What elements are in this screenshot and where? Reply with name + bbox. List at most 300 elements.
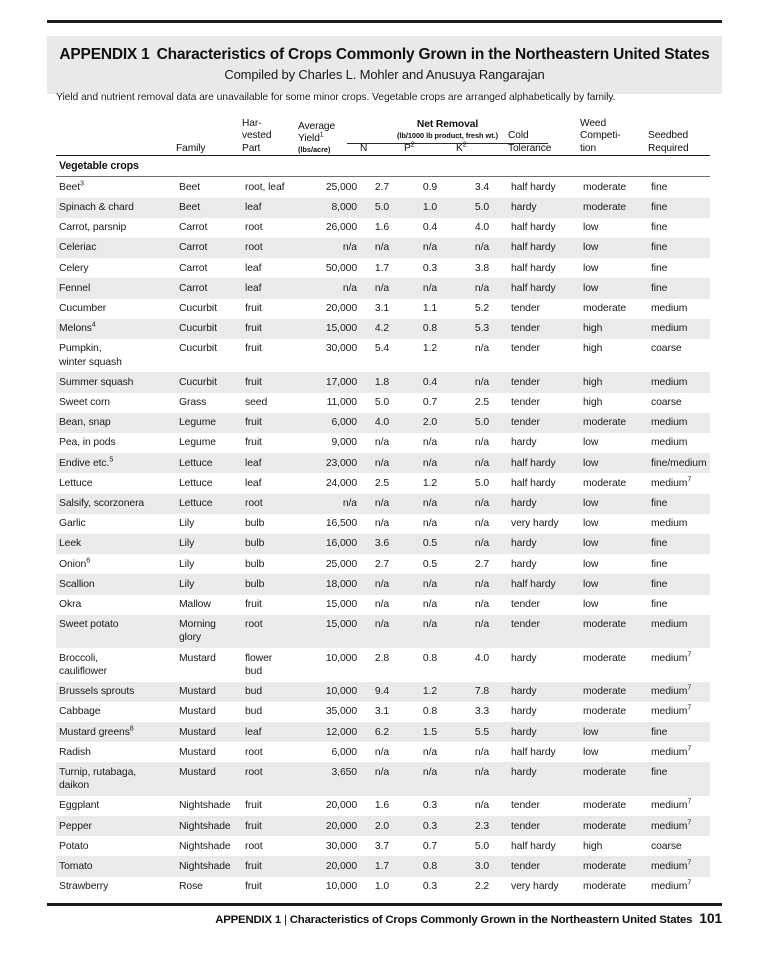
cell-seedbed-required: fine: [648, 554, 710, 574]
cell-weed-competition: high: [580, 836, 648, 856]
table-row: [56, 836, 710, 856]
cell-seedbed-required: fine: [648, 278, 710, 298]
cell-k: 5.0: [456, 836, 508, 856]
cell-k: n/a: [456, 433, 508, 453]
cell-crop: Mustard greens$^8$: [56, 722, 176, 742]
cell-harvested-part: leaf: [242, 258, 298, 278]
cell-average-yield: 15,000: [298, 615, 360, 648]
cell-average-yield: 10,000: [298, 682, 360, 702]
cell-k: 5.0: [456, 473, 508, 493]
average-yield-footnote-marker: 1: [319, 131, 324, 139]
cell-family: Beet: [176, 177, 242, 198]
cell-p: 0.8: [404, 648, 456, 681]
footnote-marker: 7: [687, 819, 692, 827]
cell-n: 1.6: [360, 218, 404, 238]
weed-line2: Competi-: [580, 130, 621, 142]
cell-n: 4.0: [360, 413, 404, 433]
cell-family: Mustard: [176, 702, 242, 722]
cell-harvested-part: fruit: [242, 796, 298, 816]
cell-k: 3.0: [456, 856, 508, 876]
page-footer: [47, 910, 722, 926]
cell-harvested-part: fruit: [242, 877, 298, 897]
cell-cold-tolerance: tender: [508, 615, 580, 648]
cell-k: 2.5: [456, 393, 508, 413]
cell-n: n/a: [360, 595, 404, 615]
cell-p: n/a: [404, 742, 456, 762]
cell-family: Nightshade: [176, 796, 242, 816]
col-header-p: [404, 118, 456, 155]
table-row: [56, 198, 710, 218]
intro-note: Yield and nutrient removal data are unavailable for some minor crops. Vegetable crops are arranged alphabetically by family.: [56, 92, 616, 103]
cell-harvested-part: fruit: [242, 816, 298, 836]
cell-cold-tolerance: hardy: [508, 722, 580, 742]
cell-n: n/a: [360, 278, 404, 298]
cell-weed-competition: low: [580, 278, 648, 298]
cell-p: n/a: [404, 762, 456, 795]
cell-weed-competition: low: [580, 258, 648, 278]
cell-cold-tolerance: half hardy: [508, 238, 580, 258]
cell-p: 0.4: [404, 372, 456, 392]
cell-crop: Bean, snap: [56, 413, 176, 433]
col-header-crop: [56, 118, 176, 155]
cell-seedbed-required: fine: [648, 494, 710, 514]
footnote-marker: 6: [86, 557, 91, 565]
cell-p: n/a: [404, 238, 456, 258]
cell-cold-tolerance: half hardy: [508, 473, 580, 493]
cell-seedbed-required: fine: [648, 218, 710, 238]
net-removal-title: Net Removal: [416, 119, 479, 130]
cell-family: Nightshade: [176, 816, 242, 836]
cell-average-yield: 23,000: [298, 453, 360, 473]
footnote-marker: 5: [109, 456, 114, 464]
cell-harvested-part: bud: [242, 702, 298, 722]
cell-weed-competition: moderate: [580, 177, 648, 198]
table-row: [56, 453, 710, 473]
cell-k: 5.2: [456, 299, 508, 319]
cell-family: Nightshade: [176, 836, 242, 856]
cell-k: n/a: [456, 372, 508, 392]
cell-crop: Eggplant: [56, 796, 176, 816]
cell-p: n/a: [404, 453, 456, 473]
cell-average-yield: 11,000: [298, 393, 360, 413]
cell-n: n/a: [360, 574, 404, 594]
cell-seedbed-required: fine: [648, 198, 710, 218]
table-row: [56, 554, 710, 574]
cell-family: Cucurbit: [176, 319, 242, 339]
table-row: [56, 433, 710, 453]
cell-harvested-part: flower bud: [242, 648, 298, 681]
cell-family: Lily: [176, 534, 242, 554]
cell-k: 2.7: [456, 554, 508, 574]
table-row: [56, 177, 710, 198]
cell-weed-competition: moderate: [580, 816, 648, 836]
cell-n: n/a: [360, 615, 404, 648]
cell-weed-competition: moderate: [580, 877, 648, 897]
top-rule: [47, 20, 722, 23]
cell-family: Beet: [176, 198, 242, 218]
cell-crop: Radish: [56, 742, 176, 762]
cell-family: Mallow: [176, 595, 242, 615]
cell-cold-tolerance: very hardy: [508, 514, 580, 534]
col-header-average-yield: [298, 118, 360, 155]
appendix-title-band: [47, 36, 722, 94]
cell-n: n/a: [360, 453, 404, 473]
harvested-part-line2: vested: [242, 130, 272, 142]
cell-weed-competition: low: [580, 514, 648, 534]
harvested-part-line3: Part: [242, 142, 261, 154]
cell-cold-tolerance: tender: [508, 856, 580, 876]
col-header-k: [456, 118, 508, 155]
cell-average-yield: 20,000: [298, 856, 360, 876]
cell-family: Lily: [176, 554, 242, 574]
cell-harvested-part: bud: [242, 682, 298, 702]
cell-n: 2.0: [360, 816, 404, 836]
table-row: [56, 816, 710, 836]
cell-harvested-part: fruit: [242, 299, 298, 319]
footnote-marker: 3: [79, 180, 84, 188]
cell-weed-competition: low: [580, 742, 648, 762]
cell-harvested-part: fruit: [242, 339, 298, 372]
cell-p: 0.8: [404, 319, 456, 339]
cell-k: 3.8: [456, 258, 508, 278]
footnote-marker: 7: [687, 704, 692, 712]
cell-p: 0.8: [404, 856, 456, 876]
cell-cold-tolerance: half hardy: [508, 742, 580, 762]
cell-weed-competition: moderate: [580, 762, 648, 795]
table-row: [56, 796, 710, 816]
cell-cold-tolerance: tender: [508, 299, 580, 319]
cell-crop: Pea, in pods: [56, 433, 176, 453]
cell-average-yield: 10,000: [298, 648, 360, 681]
cell-average-yield: 35,000: [298, 702, 360, 722]
table-row: [56, 682, 710, 702]
footer-separator: |: [283, 914, 287, 926]
cell-harvested-part: seed: [242, 393, 298, 413]
cell-average-yield: 26,000: [298, 218, 360, 238]
cell-seedbed-required: medium$^7$: [648, 877, 710, 897]
cell-n: 3.1: [360, 702, 404, 722]
footnote-marker: 8: [129, 725, 134, 733]
cell-average-yield: 20,000: [298, 796, 360, 816]
cell-n: 1.8: [360, 372, 404, 392]
cell-family: Lettuce: [176, 494, 242, 514]
cell-cold-tolerance: half hardy: [508, 278, 580, 298]
footnote-marker: 7: [687, 684, 692, 692]
col-header-cold-tolerance: [508, 118, 580, 155]
cell-family: Carrot: [176, 238, 242, 258]
table-header-row: [56, 118, 710, 155]
cell-k: 2.3: [456, 816, 508, 836]
cell-harvested-part: root: [242, 218, 298, 238]
cell-crop: Brussels sprouts: [56, 682, 176, 702]
cell-p: 1.5: [404, 722, 456, 742]
cell-p: 0.5: [404, 554, 456, 574]
cell-p: 0.5: [404, 534, 456, 554]
cell-k: n/a: [456, 796, 508, 816]
cell-seedbed-required: medium: [648, 372, 710, 392]
footnote-marker: 7: [687, 859, 692, 867]
cell-n: 1.7: [360, 856, 404, 876]
cell-n: 6.2: [360, 722, 404, 742]
cell-seedbed-required: fine: [648, 534, 710, 554]
cell-average-yield: 25,000: [298, 554, 360, 574]
cell-n: 2.7: [360, 554, 404, 574]
cell-harvested-part: leaf: [242, 473, 298, 493]
table-row: [56, 218, 710, 238]
cell-cold-tolerance: tender: [508, 339, 580, 372]
cell-weed-competition: low: [580, 574, 648, 594]
cell-cold-tolerance: hardy: [508, 554, 580, 574]
cell-average-yield: n/a: [298, 278, 360, 298]
cell-family: Carrot: [176, 258, 242, 278]
cell-k: 5.0: [456, 413, 508, 433]
cell-seedbed-required: fine: [648, 238, 710, 258]
cell-harvested-part: leaf: [242, 453, 298, 473]
cell-p: n/a: [404, 278, 456, 298]
cell-weed-competition: low: [580, 218, 648, 238]
cell-average-yield: 24,000: [298, 473, 360, 493]
cell-crop: Spinach & chard: [56, 198, 176, 218]
table-row: [56, 615, 710, 648]
average-yield-line1: Average: [298, 120, 336, 132]
footnote-marker: 7: [687, 879, 692, 887]
cell-crop: Fennel: [56, 278, 176, 298]
table-row: [56, 574, 710, 594]
cell-cold-tolerance: half hardy: [508, 574, 580, 594]
cell-k: n/a: [456, 514, 508, 534]
cell-p: 0.3: [404, 877, 456, 897]
footnote-marker: 7: [687, 651, 692, 659]
cell-cold-tolerance: half hardy: [508, 258, 580, 278]
table-row: [56, 877, 710, 897]
cell-average-yield: 9,000: [298, 433, 360, 453]
table-row: [56, 393, 710, 413]
cell-n: 2.5: [360, 473, 404, 493]
cell-cold-tolerance: tender: [508, 393, 580, 413]
cell-seedbed-required: fine: [648, 258, 710, 278]
footnote-marker: 4: [91, 321, 96, 329]
cell-average-yield: 25,000: [298, 177, 360, 198]
cell-p: n/a: [404, 615, 456, 648]
cell-n: n/a: [360, 514, 404, 534]
cell-k: n/a: [456, 762, 508, 795]
cell-cold-tolerance: tender: [508, 413, 580, 433]
cell-p: 0.3: [404, 258, 456, 278]
cell-k: 3.3: [456, 702, 508, 722]
cell-k: n/a: [456, 494, 508, 514]
footer-title: Characteristics of Crops Commonly Grown in the Northeastern United States: [289, 914, 693, 926]
cell-k: n/a: [456, 742, 508, 762]
table-row: [56, 413, 710, 433]
cell-n: n/a: [360, 762, 404, 795]
cell-crop: Okra: [56, 595, 176, 615]
cell-n: 3.6: [360, 534, 404, 554]
col-header-harvested-part: [242, 118, 298, 155]
cell-k: n/a: [456, 595, 508, 615]
cell-k: n/a: [456, 278, 508, 298]
col-header-n: [360, 118, 404, 155]
cell-n: n/a: [360, 238, 404, 258]
cell-p: 0.3: [404, 816, 456, 836]
cell-harvested-part: leaf: [242, 278, 298, 298]
cell-cold-tolerance: half hardy: [508, 177, 580, 198]
cell-seedbed-required: medium$^7$: [648, 473, 710, 493]
cold-line2: Tolerance: [508, 142, 552, 154]
cell-n: 1.0: [360, 877, 404, 897]
table-row: [56, 278, 710, 298]
cell-average-yield: 17,000: [298, 372, 360, 392]
cell-crop: Cabbage: [56, 702, 176, 722]
cell-crop: Tomato: [56, 856, 176, 876]
footnote-marker: 7: [687, 798, 692, 806]
cell-k: n/a: [456, 574, 508, 594]
cell-seedbed-required: coarse: [648, 836, 710, 856]
cell-seedbed-required: medium: [648, 615, 710, 648]
k-footnote-marker: 2: [462, 141, 467, 149]
section-label: Vegetable crops: [56, 156, 710, 177]
cell-cold-tolerance: hardy: [508, 682, 580, 702]
cell-k: 5.0: [456, 198, 508, 218]
cell-crop: Broccoli, cauliflower: [56, 648, 176, 681]
cell-p: 0.3: [404, 796, 456, 816]
cell-harvested-part: bulb: [242, 514, 298, 534]
cell-average-yield: 6,000: [298, 742, 360, 762]
page-title: [55, 45, 714, 64]
cell-cold-tolerance: hardy: [508, 198, 580, 218]
cell-family: Nightshade: [176, 856, 242, 876]
cell-p: n/a: [404, 514, 456, 534]
table-row: [56, 702, 710, 722]
cell-seedbed-required: fine: [648, 574, 710, 594]
cell-average-yield: 12,000: [298, 722, 360, 742]
cell-family: Legume: [176, 433, 242, 453]
cell-crop: Lettuce: [56, 473, 176, 493]
cell-weed-competition: moderate: [580, 648, 648, 681]
cell-p: 2.0: [404, 413, 456, 433]
cell-harvested-part: bulb: [242, 574, 298, 594]
cell-harvested-part: root, leaf: [242, 177, 298, 198]
cell-seedbed-required: medium: [648, 413, 710, 433]
cell-weed-competition: low: [580, 534, 648, 554]
cell-average-yield: 6,000: [298, 413, 360, 433]
section-header-vegetable-crops: [56, 156, 710, 177]
weed-line1: Weed: [580, 118, 607, 129]
cell-average-yield: 50,000: [298, 258, 360, 278]
cell-family: Morning glory: [176, 615, 242, 648]
cell-seedbed-required: fine/medium: [648, 453, 710, 473]
cell-weed-competition: moderate: [580, 702, 648, 722]
seedbed-line1: Seedbed: [648, 130, 689, 142]
cell-p: 1.2: [404, 339, 456, 372]
cell-cold-tolerance: tender: [508, 372, 580, 392]
cell-crop: Sweet corn: [56, 393, 176, 413]
table-row: [56, 258, 710, 278]
cell-harvested-part: root: [242, 238, 298, 258]
cell-harvested-part: root: [242, 836, 298, 856]
cell-family: Mustard: [176, 742, 242, 762]
footer-rule: [47, 903, 722, 906]
cell-k: 4.0: [456, 648, 508, 681]
col-header-weed-competition: [580, 118, 648, 155]
cell-crop: Summer squash: [56, 372, 176, 392]
cell-cold-tolerance: hardy: [508, 494, 580, 514]
cell-average-yield: 30,000: [298, 836, 360, 856]
cell-cold-tolerance: very hardy: [508, 877, 580, 897]
cell-k: 5.3: [456, 319, 508, 339]
cell-n: 3.7: [360, 836, 404, 856]
cell-cold-tolerance: hardy: [508, 534, 580, 554]
cell-k: n/a: [456, 453, 508, 473]
cell-seedbed-required: medium$^7$: [648, 682, 710, 702]
cell-crop: Turnip, rutabaga, daikon: [56, 762, 176, 795]
cell-crop: Beet$^3$: [56, 177, 176, 198]
cell-family: Mustard: [176, 762, 242, 795]
table-row: [56, 534, 710, 554]
cell-average-yield: n/a: [298, 494, 360, 514]
cell-cold-tolerance: half hardy: [508, 836, 580, 856]
cell-p: n/a: [404, 494, 456, 514]
cell-p: 1.0: [404, 198, 456, 218]
cell-k: n/a: [456, 339, 508, 372]
cell-weed-competition: moderate: [580, 796, 648, 816]
table-row: [56, 238, 710, 258]
cell-family: Mustard: [176, 682, 242, 702]
k-label: K: [456, 142, 463, 154]
cell-cold-tolerance: hardy: [508, 702, 580, 722]
cell-p: n/a: [404, 574, 456, 594]
cell-p: n/a: [404, 433, 456, 453]
cell-harvested-part: fruit: [242, 372, 298, 392]
footer-appendix-label: APPENDIX 1: [215, 914, 281, 926]
cell-crop: Pumpkin, winter squash: [56, 339, 176, 372]
crops-table: [56, 118, 710, 897]
cell-harvested-part: fruit: [242, 413, 298, 433]
cold-line1: Cold: [508, 130, 529, 142]
cell-weed-competition: moderate: [580, 473, 648, 493]
cell-n: 5.0: [360, 198, 404, 218]
cell-cold-tolerance: hardy: [508, 762, 580, 795]
cell-average-yield: 20,000: [298, 299, 360, 319]
cell-k: n/a: [456, 534, 508, 554]
cell-family: Cucurbit: [176, 299, 242, 319]
cell-k: 2.2: [456, 877, 508, 897]
cell-weed-competition: high: [580, 372, 648, 392]
cell-seedbed-required: medium$^7$: [648, 742, 710, 762]
cell-weed-competition: low: [580, 238, 648, 258]
cell-p: 0.9: [404, 177, 456, 198]
appendix-heading: Characteristics of Crops Commonly Grown in the Northeastern United States: [156, 46, 710, 63]
col-header-family: Family: [176, 142, 206, 154]
cell-weed-competition: moderate: [580, 682, 648, 702]
footer-page-number: 101: [699, 910, 722, 926]
cell-n: 3.1: [360, 299, 404, 319]
table-row: [56, 722, 710, 742]
cell-family: Cucurbit: [176, 372, 242, 392]
average-yield-unit: (lbs/acre): [298, 145, 331, 155]
cell-harvested-part: bulb: [242, 554, 298, 574]
cell-p: 0.7: [404, 836, 456, 856]
cell-average-yield: 15,000: [298, 595, 360, 615]
crops-table-body: [56, 156, 710, 897]
p-footnote-marker: 2: [410, 141, 415, 149]
cell-p: n/a: [404, 595, 456, 615]
cell-crop: Cucumber: [56, 299, 176, 319]
cell-crop: Garlic: [56, 514, 176, 534]
cell-weed-competition: moderate: [580, 198, 648, 218]
cell-seedbed-required: fine: [648, 177, 710, 198]
cell-crop: Salsify, scorzonera: [56, 494, 176, 514]
cell-p: 1.1: [404, 299, 456, 319]
